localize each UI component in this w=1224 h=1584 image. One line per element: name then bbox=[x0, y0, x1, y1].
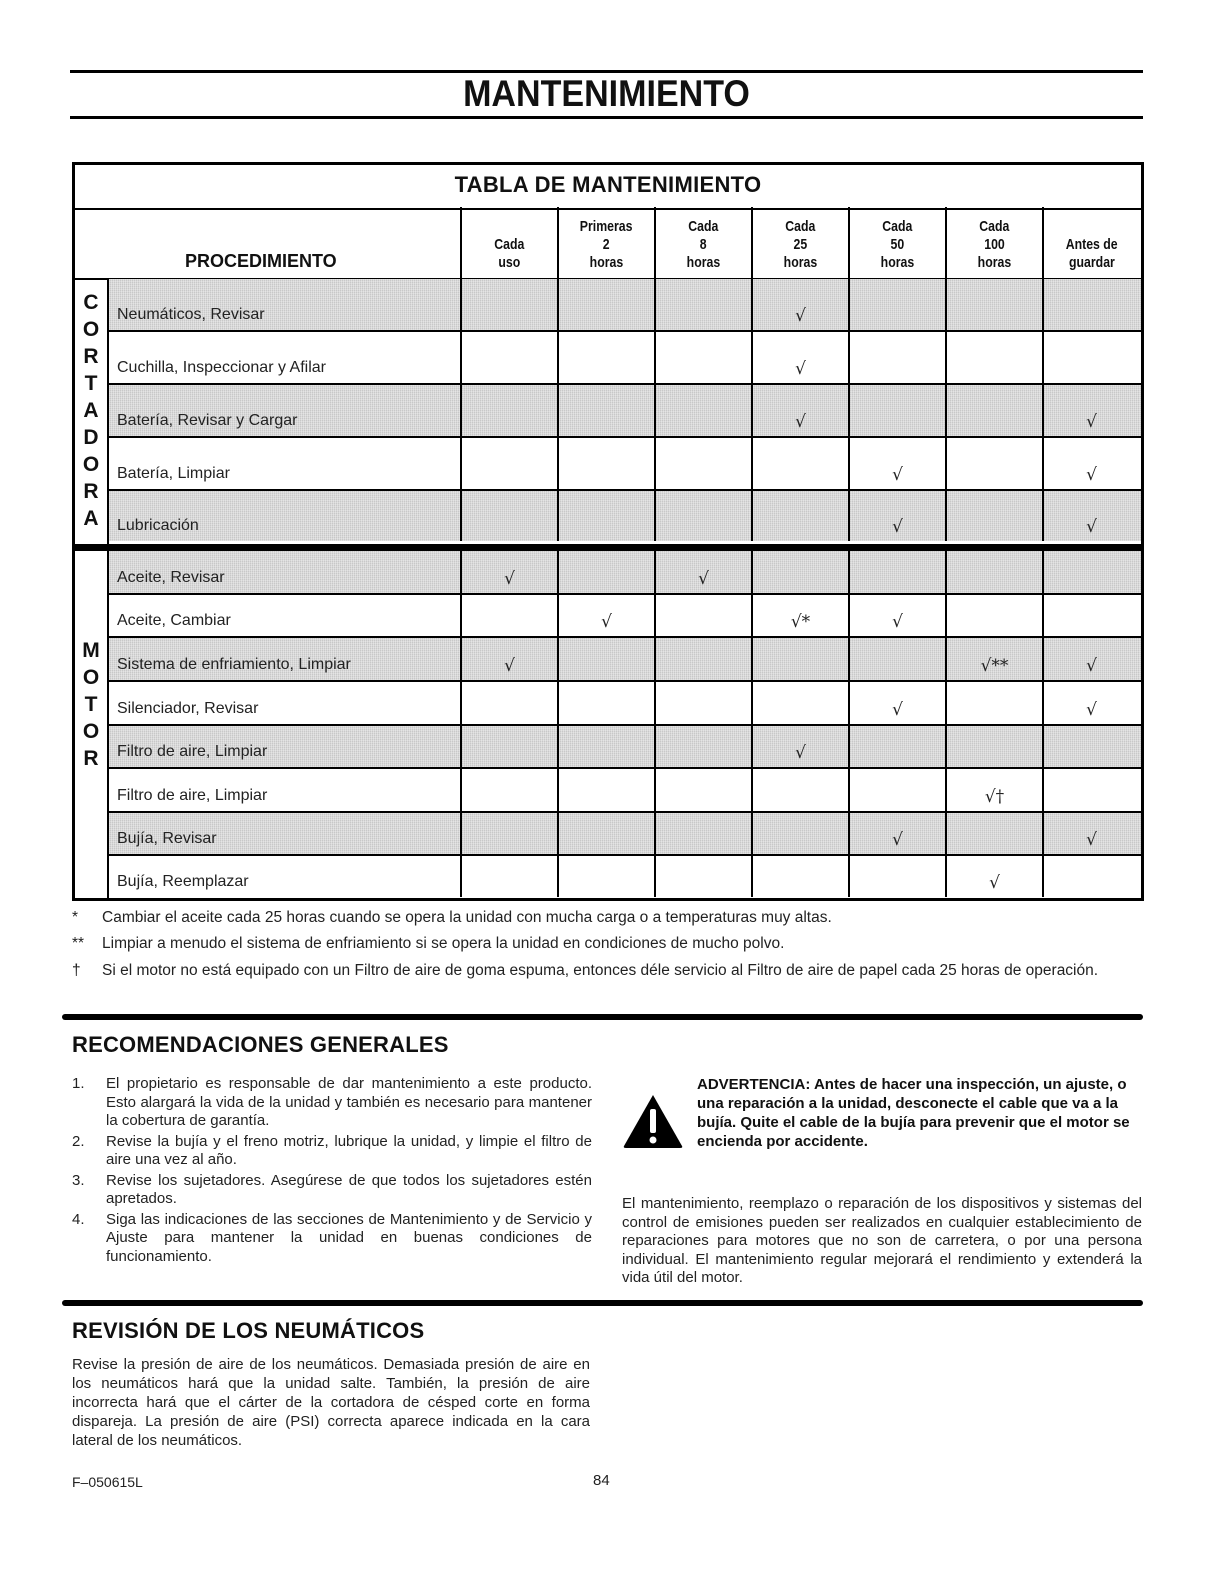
check-cell: √ bbox=[460, 638, 557, 680]
check-cell: √ bbox=[751, 385, 848, 436]
table-row bbox=[109, 385, 1141, 438]
check-cell bbox=[654, 279, 751, 330]
check-cell bbox=[460, 279, 557, 330]
check-cell: √ bbox=[848, 491, 945, 541]
check-cell bbox=[654, 726, 751, 767]
page-title: MANTENIMIENTO bbox=[463, 73, 750, 114]
check-cell bbox=[1042, 595, 1139, 636]
warning-triangle-icon bbox=[622, 1093, 684, 1149]
table-title: TABLA DE MANTENIMIENTO bbox=[454, 172, 762, 197]
procedure-name: Lubricación bbox=[117, 517, 199, 534]
procedure-name: Batería, Limpiar bbox=[117, 465, 230, 482]
procedure-name: Aceite, Cambiar bbox=[117, 612, 231, 629]
section-label-letter: A bbox=[83, 399, 99, 422]
check-cell bbox=[557, 279, 654, 330]
check-cell bbox=[557, 769, 654, 811]
column-header: Primeras 2 horas bbox=[557, 207, 654, 278]
check-cell bbox=[848, 551, 945, 593]
check-cell bbox=[751, 638, 848, 680]
column-header: Cada 25 horas bbox=[751, 207, 848, 278]
procedure-name: Sistema de enfriamiento, Limpiar bbox=[117, 656, 351, 673]
check-cell bbox=[848, 638, 945, 680]
check-cell bbox=[751, 551, 848, 593]
check-cell: √ bbox=[751, 332, 848, 383]
column-header: Cada 100 horas bbox=[945, 207, 1042, 278]
check-cell: √ bbox=[557, 595, 654, 636]
section-label-letter: R bbox=[83, 747, 99, 770]
check-cell bbox=[654, 638, 751, 680]
check-cell: √ bbox=[751, 726, 848, 767]
check-cell bbox=[848, 856, 945, 897]
warning-text: ADVERTENCIA: Antes de hacer una inspección, un ajuste, o una reparación a la unidad, desconecte el cable que va a la bujía. Quite el cable de la bujía para prevenir que el motor se encienda por accidente. bbox=[697, 1076, 1130, 1150]
check-cell: √* bbox=[751, 595, 848, 636]
table-row bbox=[109, 438, 1141, 491]
check-cell bbox=[654, 682, 751, 724]
table-row bbox=[109, 551, 1141, 595]
recomendaciones-list bbox=[72, 1075, 592, 1268]
check-cell bbox=[654, 595, 751, 636]
check-cell bbox=[945, 813, 1042, 854]
column-header: Antes de guardar bbox=[1042, 207, 1139, 278]
check-cell: √ bbox=[1042, 491, 1139, 541]
check-cell bbox=[557, 813, 654, 854]
check-cell bbox=[945, 491, 1042, 541]
section-label-letter: O bbox=[82, 453, 100, 476]
section-label-letter: R bbox=[83, 345, 99, 368]
check-cell bbox=[751, 438, 848, 489]
check-cell: √ bbox=[848, 682, 945, 724]
check-cell bbox=[848, 385, 945, 436]
check-cell bbox=[945, 438, 1042, 489]
check-cell: √ bbox=[848, 438, 945, 489]
check-cell bbox=[945, 595, 1042, 636]
procedure-name: Filtro de aire, Limpiar bbox=[117, 787, 268, 804]
check-cell: √ bbox=[654, 551, 751, 593]
procedure-name: Cuchilla, Inspeccionar y Afilar bbox=[117, 359, 326, 376]
check-cell bbox=[848, 279, 945, 330]
check-cell bbox=[460, 332, 557, 383]
check-cell bbox=[557, 551, 654, 593]
check-cell bbox=[557, 438, 654, 489]
table-row bbox=[109, 491, 1141, 541]
check-cell bbox=[460, 726, 557, 767]
section-label-letter: R bbox=[83, 480, 99, 503]
section-label-cortadora bbox=[75, 279, 109, 544]
section-label-letter: D bbox=[83, 426, 99, 449]
check-cell: √ bbox=[751, 279, 848, 330]
check-cell: √ bbox=[1042, 438, 1139, 489]
check-cell bbox=[460, 682, 557, 724]
procedure-name: Bujía, Revisar bbox=[117, 830, 217, 847]
check-cell bbox=[557, 856, 654, 897]
procedure-name: Filtro de aire, Limpiar bbox=[117, 743, 268, 760]
footnote-dagger: † Si el motor no está equipado con un Filtro de aire de goma espuma, entonces déle servicio al Filtro de aire de papel cada 25 horas de operación. bbox=[72, 962, 1099, 979]
check-cell: √ bbox=[848, 595, 945, 636]
emissions-paragraph: El mantenimiento, reemplazo o reparación de los dispositivos y sistemas del control de emisiones pueden ser realizados en cualquier establecimiento de reparaciones para motores que no son de carretera, o por una persona individual. El mantenimiento regular mejorará el rendimiento y extenderá la vida útil del motor. bbox=[622, 1195, 1142, 1286]
check-cell bbox=[945, 726, 1042, 767]
page-number: 84 bbox=[593, 1472, 610, 1489]
table-row bbox=[109, 279, 1141, 332]
procedure-name: Batería, Revisar y Cargar bbox=[117, 412, 298, 429]
check-cell bbox=[654, 438, 751, 489]
procedure-name: Silenciador, Revisar bbox=[117, 700, 259, 717]
section-label-letter: T bbox=[84, 372, 98, 395]
check-cell bbox=[751, 856, 848, 897]
check-cell bbox=[1042, 856, 1139, 897]
check-cell bbox=[654, 385, 751, 436]
check-cell bbox=[945, 279, 1042, 330]
table-row bbox=[109, 638, 1141, 682]
check-cell: √ bbox=[1042, 682, 1139, 724]
table-row bbox=[109, 769, 1141, 813]
check-cell bbox=[1042, 726, 1139, 767]
section-divider bbox=[62, 1300, 1143, 1306]
section-label-letter: T bbox=[84, 693, 98, 716]
check-cell bbox=[751, 769, 848, 811]
table-row bbox=[109, 856, 1141, 897]
list-item: 1. El propietario es responsable de dar mantenimiento a este producto. Esto alargará la vida de la unidad y también es necesario para mantener la cobertura de garantía. bbox=[72, 1075, 592, 1129]
table-row bbox=[109, 726, 1141, 769]
maintenance-table bbox=[72, 162, 1144, 901]
title-bottom-rule bbox=[70, 116, 1143, 119]
check-cell bbox=[557, 638, 654, 680]
check-cell bbox=[460, 769, 557, 811]
check-cell bbox=[557, 385, 654, 436]
section-divider bbox=[62, 1014, 1143, 1020]
list-item: 2. Revise la bujía y el freno motriz, lubrique la unidad, y limpie el filtro de aire una vez al año. bbox=[72, 1132, 592, 1168]
warning-block bbox=[622, 1075, 1142, 1165]
check-cell bbox=[654, 769, 751, 811]
check-cell bbox=[460, 856, 557, 897]
section-label-letter: O bbox=[82, 318, 100, 341]
section-label-letter: O bbox=[82, 720, 100, 743]
column-header: Cada 8 horas bbox=[654, 207, 751, 278]
check-cell: √** bbox=[945, 638, 1042, 680]
procedure-name: Neumáticos, Revisar bbox=[117, 306, 265, 323]
check-cell bbox=[557, 682, 654, 724]
check-cell bbox=[848, 332, 945, 383]
check-cell bbox=[557, 332, 654, 383]
check-cell bbox=[460, 595, 557, 636]
check-cell bbox=[557, 491, 654, 541]
document-code: F–050615L bbox=[72, 1474, 143, 1490]
check-cell bbox=[751, 813, 848, 854]
check-cell bbox=[945, 385, 1042, 436]
check-cell: √ bbox=[1042, 385, 1139, 436]
check-cell bbox=[751, 682, 848, 724]
check-cell bbox=[654, 813, 751, 854]
check-cell: √ bbox=[945, 856, 1042, 897]
section-label-motor bbox=[75, 551, 109, 898]
check-cell bbox=[945, 682, 1042, 724]
check-cell bbox=[848, 769, 945, 811]
check-cell: √ bbox=[1042, 813, 1139, 854]
check-cell bbox=[460, 813, 557, 854]
check-cell bbox=[654, 856, 751, 897]
procedure-name: Bujía, Reemplazar bbox=[117, 873, 249, 890]
table-row bbox=[109, 813, 1141, 856]
procedure-name: Aceite, Revisar bbox=[117, 569, 225, 586]
check-cell bbox=[654, 332, 751, 383]
check-cell bbox=[1042, 551, 1139, 593]
check-cell bbox=[1042, 279, 1139, 330]
check-cell bbox=[557, 726, 654, 767]
check-cell: √ bbox=[460, 551, 557, 593]
table-row bbox=[109, 332, 1141, 385]
check-cell bbox=[460, 491, 557, 541]
recomendaciones-heading: RECOMENDACIONES GENERALES bbox=[72, 1032, 449, 1057]
section-label-letter: C bbox=[83, 291, 99, 314]
table-title-box bbox=[72, 162, 1144, 210]
column-header: Cada 50 horas bbox=[848, 207, 945, 278]
table-row bbox=[109, 682, 1141, 726]
footnote-asterisk: * Cambiar el aceite cada 25 horas cuando se opera la unidad con mucha carga o a temperaturas muy altas. bbox=[72, 909, 832, 926]
neumaticos-paragraph: Revise la presión de aire de los neumáticos. Demasiada presión de aire en los neumáticos hará que la unidad salte. También, la presión de aire incorrecta hará que el cárter de la cortadora de césped corte en forma dispareja. La presión de aire (PSI) correcta aparece indicada en la cara lateral de los neumáticos. bbox=[72, 1356, 590, 1449]
section-label-letter: M bbox=[82, 639, 100, 662]
check-cell bbox=[945, 332, 1042, 383]
footnote-double-asterisk: ** Limpiar a menudo el sistema de enfriamiento si se opera la unidad en condiciones de mucho polvo. bbox=[72, 935, 785, 952]
header-procedure: PROCEDIMIENTO bbox=[185, 251, 337, 271]
check-cell bbox=[460, 385, 557, 436]
check-cell bbox=[1042, 769, 1139, 811]
check-cell bbox=[848, 726, 945, 767]
check-cell bbox=[460, 438, 557, 489]
neumaticos-heading: REVISIÓN DE LOS NEUMÁTICOS bbox=[72, 1318, 425, 1343]
section-label-letter: O bbox=[82, 666, 100, 689]
check-cell bbox=[1042, 332, 1139, 383]
check-cell bbox=[945, 551, 1042, 593]
list-item: 4. Siga las indicaciones de las secciones de Mantenimiento y de Servicio y Ajuste para mantener la unidad en buenas condiciones de funcionamiento. bbox=[72, 1210, 592, 1265]
section-label-letter: A bbox=[83, 507, 99, 530]
section-cortadora bbox=[72, 279, 1144, 547]
table-header-row bbox=[72, 207, 1144, 280]
column-header: Cada uso bbox=[460, 207, 557, 278]
check-cell bbox=[654, 491, 751, 541]
list-item: 3. Revise los sujetadores. Asegúrese de que todos los sujetadores estén apretados. bbox=[72, 1171, 592, 1207]
check-cell: √† bbox=[945, 769, 1042, 811]
section-motor bbox=[72, 546, 1144, 901]
check-cell: √ bbox=[1042, 638, 1139, 680]
table-row bbox=[109, 595, 1141, 638]
check-cell: √ bbox=[848, 813, 945, 854]
check-cell bbox=[751, 491, 848, 541]
